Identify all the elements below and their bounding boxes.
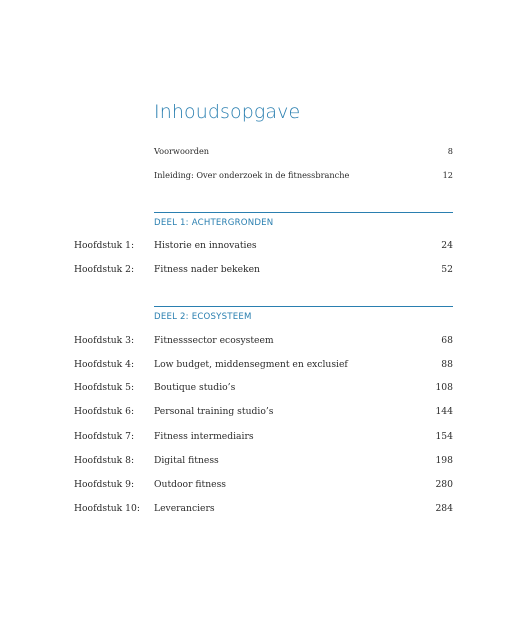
toc-row-page: 12	[442, 170, 453, 180]
toc-row-label: Digital fitness	[154, 455, 219, 466]
toc-row-chapter: Hoofdstuk 3:	[74, 335, 135, 346]
toc-row-chapter-4	[0, 358, 506, 372]
toc-row-chapter: Hoofdstuk 4:	[74, 359, 135, 370]
section-title-deel-2: DEEL 2: ECOSYSTEEM	[154, 312, 252, 322]
toc-row-inleiding	[0, 168, 506, 182]
toc-row-chapter: Hoofdstuk 5:	[74, 382, 135, 393]
toc-row-chapter: Hoofdstuk 2:	[74, 264, 135, 275]
toc-row-page: 144	[435, 406, 453, 417]
toc-row-chapter: Hoofdstuk 9:	[74, 479, 135, 490]
toc-row-chapter-1	[0, 239, 506, 253]
toc-row-label: Fitness intermediairs	[154, 431, 254, 442]
toc-row-page: 52	[441, 264, 453, 275]
toc-row-label: Outdoor fitness	[154, 479, 227, 490]
toc-row-page: 68	[441, 335, 453, 346]
toc-row-page: 198	[435, 455, 453, 466]
toc-row-label: Boutique studio’s	[154, 382, 236, 393]
toc-row-label: Voorwoorden	[154, 146, 210, 156]
toc-row-chapter-2	[0, 263, 506, 277]
toc-row-chapter: Hoofdstuk 6:	[74, 406, 135, 417]
toc-row-page: 108	[435, 382, 453, 393]
toc-row-page: 280	[435, 479, 453, 490]
toc-row-label: Low budget, middensegment en exclusief	[154, 359, 348, 370]
toc-row-chapter-3	[0, 334, 506, 348]
toc-row-chapter: Hoofdstuk 1:	[74, 240, 135, 251]
page-title: Inhoudsopgave	[154, 101, 301, 123]
toc-row-page: 154	[435, 431, 453, 442]
toc-row-page: 284	[435, 503, 453, 514]
section-divider	[154, 306, 453, 307]
toc-row-label: Personal training studio’s	[154, 406, 274, 417]
toc-row-chapter-6	[0, 405, 506, 419]
section-divider	[154, 212, 453, 213]
toc-row-chapter: Hoofdstuk 8:	[74, 455, 135, 466]
toc-row-chapter-10	[0, 502, 506, 516]
toc-row-page: 8	[447, 146, 453, 156]
toc-row-chapter-8	[0, 454, 506, 468]
toc-row-label: Fitnesssector ecosysteem	[154, 335, 274, 346]
toc-row-label: Historie en innovaties	[154, 240, 257, 251]
toc-row-chapter-7	[0, 430, 506, 444]
toc-row-chapter-9	[0, 478, 506, 492]
toc-row-chapter-5	[0, 381, 506, 395]
toc-row-label: Leveranciers	[154, 503, 215, 514]
toc-row-voorwoorden	[0, 144, 506, 158]
toc-row-page: 24	[441, 240, 453, 251]
toc-row-chapter: Hoofdstuk 10:	[74, 503, 140, 514]
section-title-deel-1: DEEL 1: ACHTERGRONDEN	[154, 218, 274, 228]
toc-row-label: Fitness nader bekeken	[154, 264, 260, 275]
toc-row-label: Inleiding: Over onderzoek in de fitnessbranche	[154, 170, 350, 180]
toc-row-page: 88	[441, 359, 453, 370]
toc-row-chapter: Hoofdstuk 7:	[74, 431, 135, 442]
